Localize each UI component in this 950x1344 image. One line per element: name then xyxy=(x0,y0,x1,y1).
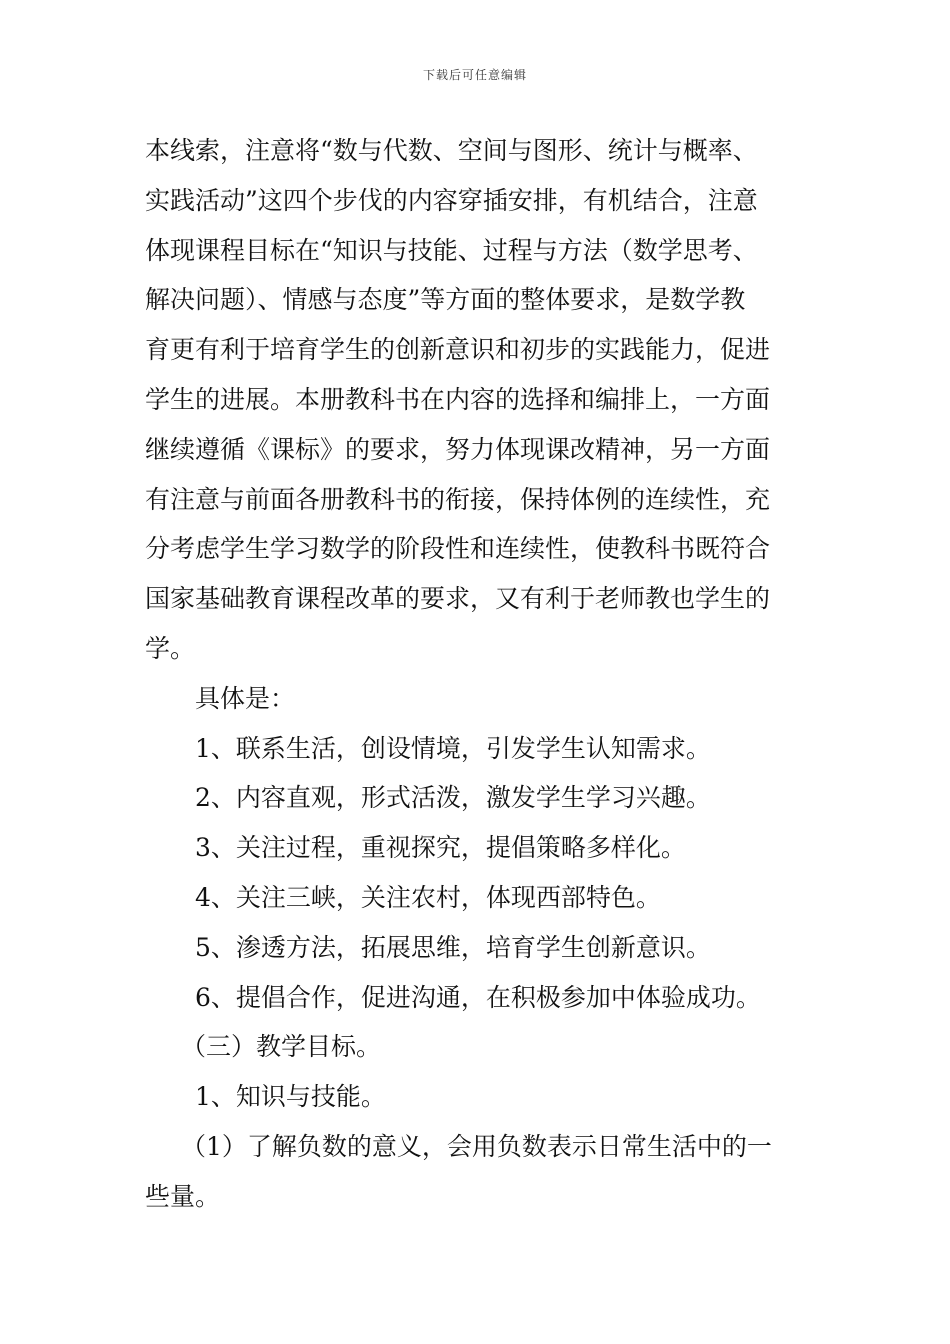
list-item: 4、关注三峡，关注农村，体现西部特色。 xyxy=(195,882,661,912)
paragraph-line: （1）了解负数的意义，会用负数表示日常生活中的一 xyxy=(181,1131,772,1161)
list-item: 3、关注过程，重视探究，提倡策略多样化。 xyxy=(195,833,686,863)
paragraph-line: 国家基础教育课程改革的要求，又有利于老师教也学生的 xyxy=(145,584,771,614)
list-item: 1、联系生活，创设情境，引发学生认知需求。 xyxy=(195,733,711,763)
objective-item xyxy=(145,1122,811,1222)
page-header-note: 下载后可任意编辑 xyxy=(422,68,527,82)
paragraph-line: 继续遵循《课标》的要求，努力体现课改精神，另一方面 xyxy=(145,434,771,464)
paragraph-line: 实践活动”这四个步伐的内容穿插安排，有机结合，注意 xyxy=(145,185,758,215)
subsection-heading: 1、知识与技能。 xyxy=(195,1082,386,1112)
paragraph-line: 学生的进展。本册教科书在内容的选择和编排上，一方面 xyxy=(145,384,771,414)
paragraph-line: 育更有利于培育学生的创新意识和初步的实践能力，促进 xyxy=(145,335,771,365)
paragraph-line: 些量。 xyxy=(145,1181,221,1211)
list-item: 6、提倡合作，促进沟通，在积极参加中体验成功。 xyxy=(195,982,761,1012)
paragraph-line: 学。 xyxy=(145,633,196,663)
paragraph-line: 解决问题）、情感与态度”等方面的整体要求，是数学教 xyxy=(145,285,746,315)
specifics-label: 具体是： xyxy=(195,683,296,713)
list-item: 5、渗透方法，拓展思维，培育学生创新意识。 xyxy=(195,932,711,962)
paragraph-line: 分考虑学生学习数学的阶段性和连续性，使教科书既符合 xyxy=(145,534,771,564)
paragraph-line: 体现课程目标在“知识与技能、过程与方法（数学思考、 xyxy=(145,235,758,265)
document-body xyxy=(145,126,811,1222)
paragraph-line: 本线索，注意将“数与代数、空间与图形、统计与概率、 xyxy=(145,136,758,165)
intro-paragraph xyxy=(145,126,811,674)
section-heading: （三）教学目标。 xyxy=(181,1032,382,1062)
list-item: 2、内容直观，形式活泼，激发学生学习兴趣。 xyxy=(195,783,711,813)
paragraph-line: 有注意与前面各册教科书的衔接，保持体例的连续性，充 xyxy=(145,484,771,514)
